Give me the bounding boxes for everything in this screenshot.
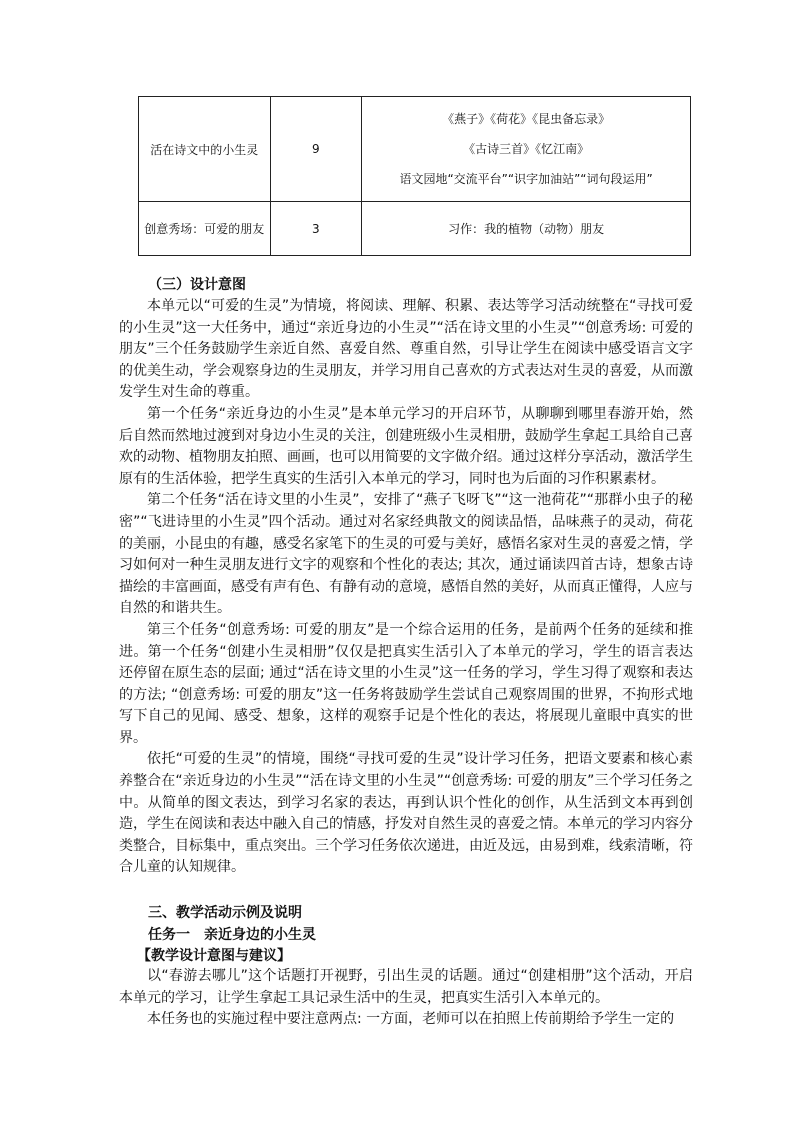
content-cell [362, 97, 691, 202]
table-row [139, 202, 691, 256]
task-name-cell [139, 97, 271, 202]
table-row [139, 97, 691, 202]
task-name: 活在诗文中的小生灵 [150, 142, 259, 157]
paragraph: 以“春游去哪儿”这个话题打开视野，引出生灵的话题。通过“创建相册”这个活动，开启本单元的学习，让学生拿起工具记录生活中的生灵，把真实生活引入本单元的。 [119, 968, 693, 1006]
task-name-cell [139, 202, 271, 256]
task-body [119, 966, 693, 1031]
unit-plan-table [138, 96, 691, 256]
hours-cell [270, 202, 362, 256]
design-label: 【教学设计意图与建议】 [137, 948, 291, 964]
task-title: 任务一 亲近身边的小生灵 [148, 927, 316, 943]
paragraph: 第一个任务“亲近身边的小生灵”是本单元学习的开启环节，从聊聊到哪里春游开始，然后自然而然地过渡到对身边小生灵的关注，创建班级小生灵相册，鼓励学生拿起工具给自己喜欢的动物、植物朋友拍照、画画，也可以用简要的文字做介绍。通过这样分享活动，激活学生原有的生活体验，把学生真实的生活引入本单元的学习，同时也为后面的习作积累素材。 [119, 405, 693, 487]
section-heading: （三）设计意图 [148, 277, 246, 293]
content-cell [362, 202, 691, 256]
paragraph: 本任务也的实施过程中要注意两点: 一方面，老师可以在拍照上传前期给予学生一定的 [147, 1011, 675, 1028]
task-hours: 9 [312, 142, 320, 156]
hours-cell [270, 97, 362, 202]
section-heading: 三、教学活动示例及说明 [148, 905, 302, 921]
task-name: 创意秀场：可爱的朋友 [144, 222, 265, 236]
content-line: 语文园地“交流平台”“识字加油站”“词句段运用” [399, 172, 653, 186]
design-intent-body [119, 296, 693, 879]
paragraph: 依托“可爱的生灵”的情境，围绕“寻找可爱的生灵”设计学习任务，把语文要素和核心素养整合在“亲近身边的小生灵”“活在诗文里的小生灵”“创意秀场: 可爱的朋友”三个学习任务之中。从简单的图文表达，到学习名家的表达，再到认识个性化的创作，从生活到文本再到创造，学生在阅读和表达中融入自己的情感，抒发对自然生灵的喜爱之情。本单元的学习内容分类整合，目标集中，重点突出。三个学习任务依次递进，由近及远，由易到难，线索清晰，符合儿童的认知规律。 [119, 751, 693, 876]
content-line: 习作：我的植物（动物）朋友 [448, 222, 605, 236]
paragraph: 本单元以“可爱的生灵”为情境，将阅读、理解、积累、表达等学习活动统整在“寻找可爱的小生灵”这一大任务中，通过“亲近身边的小生灵”“活在诗文里的小生灵”“创意秀场: 可爱的朋友”三个任务鼓励学生亲近自然、喜爱自然、尊重自然，引导让学生在阅读中感受语言文字的优美生动，学会观察身边的生灵朋友，并学习用自己喜欢的方式表达对生灵的喜爱，从而激发学生对生命的尊重。 [119, 298, 693, 401]
content-line: 《古诗三首》《忆江南》 [463, 142, 590, 156]
paragraph: 第三个任务“创意秀场: 可爱的朋友”是一个综合运用的任务，是前两个任务的延续和推进。第一个任务“创建小生灵相册”仅仅是把真实生活引入了本单元的学习，学生的语言表达还停留在原生态的层面; 通过“活在诗文里的小生灵”这一任务的学习，学生习得了观察和表达的方法; “创意秀场: 可爱的朋友”这一任务将鼓励学生尝试自己观察周围的世界，不拘形式地写下自己的见闻、感受、想象，这样的观察手记是个性化的表达，将展现儿童眼中真实的世界。 [119, 621, 693, 746]
content-line: 《燕子》《荷花》《昆虫备忘录》 [442, 112, 611, 126]
task-hours: 3 [312, 221, 320, 236]
paragraph: 第二个任务“活在诗文里的小生灵”，安排了“燕子飞呀飞”“这一池荷花”“那群小虫子的秘密”“飞进诗里的小生灵”四个活动。通过对名家经典散文的阅读品悟，品味燕子的灵动，荷花的美丽，小昆虫的有趣，感受名家笔下的生灵的可爱与美好，感悟名家对生灵的喜爱之情，学习如何对一种生灵朋友进行文字的观察和个性化的表达; 其次，通过诵读四首古诗，想象古诗描绘的丰富画面，感受有声有色、有静有动的意境，感悟自然的美好，从而真正懂得，人应与自然的和谐共生。 [119, 492, 693, 617]
